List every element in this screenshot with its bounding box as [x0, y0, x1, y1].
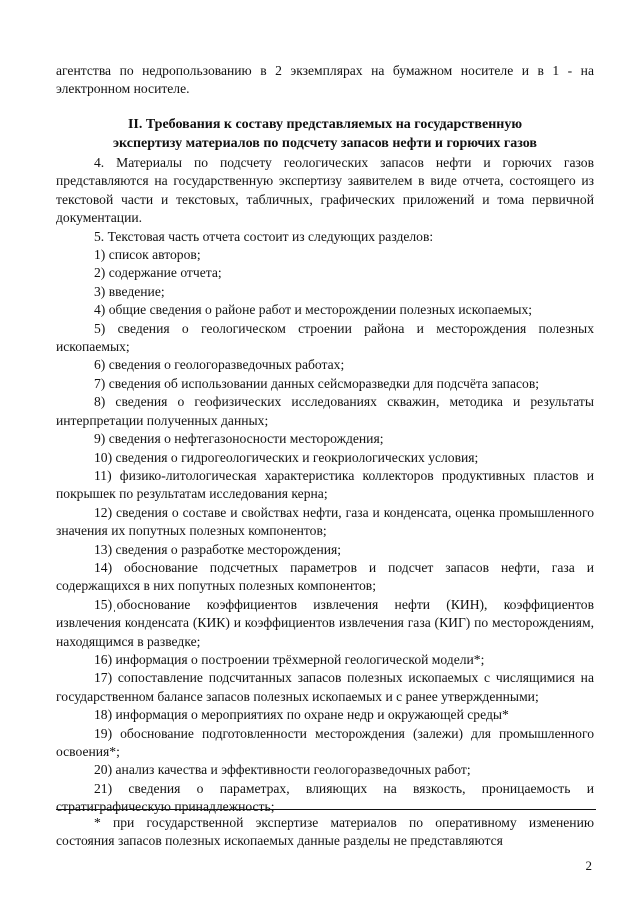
- list-item: 21) сведения о параметрах, влияющих на вязкость, проницаемость и стратиграфическую принадлежность;: [56, 780, 594, 815]
- list-item: 12) сведения о составе и свойствах нефти, газа и конденсата, оценка промышленного значения их попутных полезных компонентов;: [56, 504, 594, 539]
- list-item: 5) сведения о геологическом строении района и месторождения полезных ископаемых;: [56, 320, 594, 355]
- list-item: 4) общие сведения о районе работ и месторождении полезных ископаемых;: [94, 302, 533, 318]
- list-item: 7) сведения об использовании данных сейсморазведки для подсчёта запасов;: [94, 375, 540, 391]
- footnote: [56, 814, 594, 851]
- section-heading-line-2: экспертизу материалов по подсчету запасов нефти и горючих газов: [112, 135, 537, 151]
- list-item: 8) сведения о геофизических исследованиях скважин, методика и результаты интерпретации полученных данных;: [56, 394, 594, 428]
- paragraph: 5. Текстовая часть отчета состоит из следующих разделов:: [94, 228, 434, 244]
- footnote-divider: [56, 809, 596, 810]
- page-number: 2: [585, 858, 592, 873]
- section-body: [56, 154, 594, 817]
- section-heading-line-1: II. Требования к составу представляемых на государственную: [127, 117, 523, 132]
- list-item: 18) информация о мероприятиях по охране недр и окружающей среды*: [94, 707, 509, 723]
- list-item: 9) сведения о нефтегазоносности месторождения;: [94, 431, 384, 447]
- list-item: 17) сопоставление подсчитанных запасов полезных ископаемых с числящимися на государственном балансе запасов полезных ископаемых и с ранее утвержденными;: [56, 670, 594, 704]
- list-item: 15)ˌобоснование коэффициентов извлечения нефти (КИН), коэффициентов извлечения конденсата (КИК) и коэффициентов извлечения газа (КИГ) по месторождениям, находящимся в разведке;: [56, 596, 594, 649]
- intro-text: агентства по недропользованию в 2 экземплярах на бумажном носителе и в 1 - на электронном носителе.: [56, 63, 594, 97]
- footnote-text: * при государственной экспертизе материалов по оперативному изменению состояния запасов полезных ископаемых данные разделы не представляются: [56, 815, 594, 849]
- list-item: 13) сведения о разработке месторождения;: [94, 541, 342, 557]
- list-item: 10) сведения о гидрогеологических и геокриологических условия;: [94, 449, 479, 465]
- list-item: 14) обоснование подсчетных параметров и подсчет запасов нефти, газа и содержащихся в них попутных полезных компонентов;: [56, 559, 594, 594]
- list-item: 11) физико-литологическая характеристика коллекторов продуктивных пластов и покрышек по результатам исследования керна;: [56, 467, 594, 502]
- list-item: 3) введение;: [94, 283, 165, 299]
- list-item: 2) содержание отчета;: [94, 265, 222, 281]
- list-item: 20) анализ качества и эффективности геологоразведочных работ;: [94, 762, 471, 778]
- list-item: 6) сведения о геологоразведочных работах;: [94, 357, 345, 373]
- paragraph: 4. Материалы по подсчету геологических запасов нефти и горючих газов представляются на государственную экспертизу заявителем в виде отчета, состоящего из текстовой части и текстовых, табличных, графических приложений и тома первичной документации.: [56, 155, 594, 226]
- list-item: 1) список авторов;: [94, 247, 201, 263]
- intro-paragraph: [56, 62, 594, 99]
- list-item: 16) информация о построении трёхмерной геологической модели*;: [94, 651, 485, 667]
- list-item: 19) обоснование подготовленности месторождения (залежи) для промышленного освоения*;: [56, 725, 594, 759]
- section-heading: [56, 116, 594, 153]
